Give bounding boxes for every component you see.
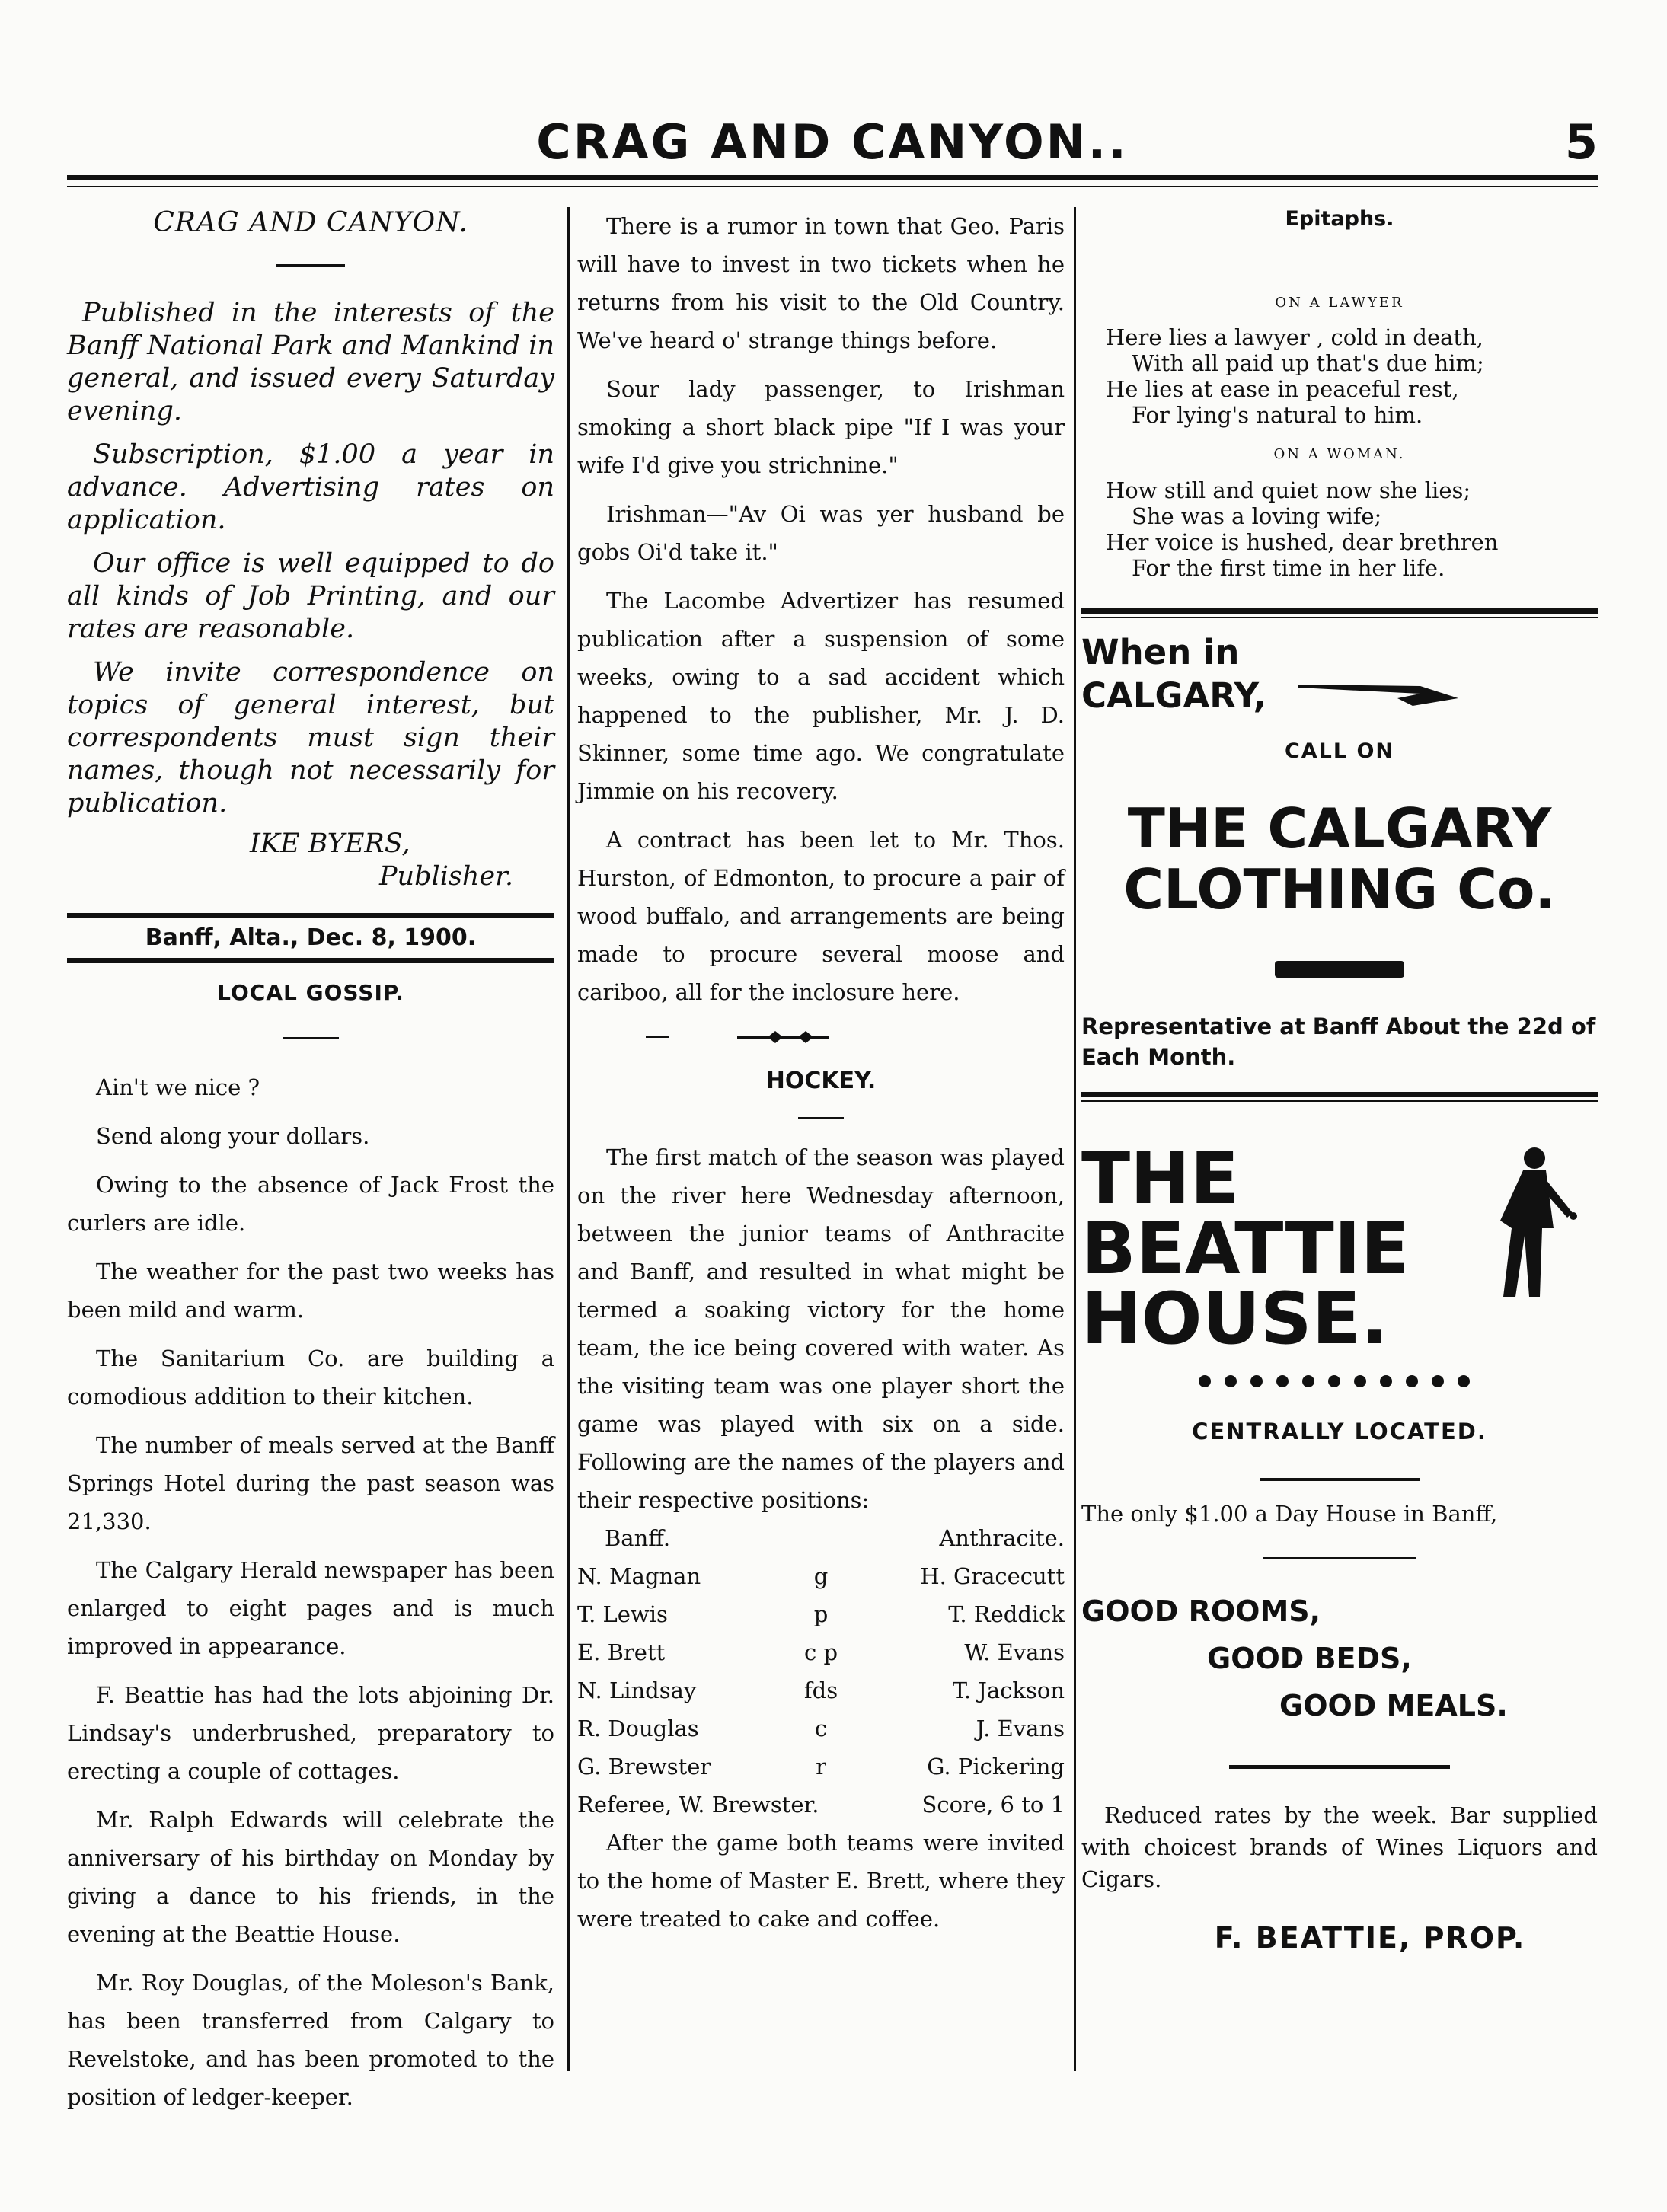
table-row [577, 1519, 1065, 1557]
ad-reduced-rates: Reduced rates by the week. Bar supplied with choicest brands of Wines Liquors and Cigars. [1081, 1802, 1598, 1892]
roster-banff-player: N. Magnan [577, 1563, 701, 1589]
epitaph-line: For the first time in her life. [1132, 555, 1445, 581]
ad-rate: The only $1.00 a Day House in Banff, [1081, 1501, 1498, 1527]
epitaph-line: For lying's natural to him. [1132, 402, 1423, 428]
epitaph-heading-lawyer: ON A LAWYER [1275, 295, 1404, 311]
dateline-rule-top [67, 913, 554, 918]
page-number: 5 [1564, 114, 1598, 170]
table-row [577, 1709, 1065, 1748]
hotel-name-line: BEATTIE [1081, 1208, 1410, 1291]
epitaph-lawyer [1106, 324, 1598, 428]
office-paragraph: Our office is well equipped to do all kinds of Job Printing, and our rates are reasonable. [67, 548, 554, 644]
roster-anthracite-player: W. Evans [964, 1639, 1065, 1665]
hockey-roster [577, 1519, 1065, 1824]
news-item: After the game both teams were invited to the home of Master E. Brett, where they were treated to cake and coffee. [577, 1830, 1065, 1932]
divider [283, 1037, 339, 1039]
hotel-name-line: THE [1081, 1138, 1240, 1221]
epitaph-woman [1106, 477, 1598, 581]
divider [1263, 1557, 1416, 1559]
paper-name: CRAG AND CANYON. [153, 207, 468, 238]
column-3 [1081, 207, 1598, 1955]
news-item: The Lacombe Advertizer has resumed publication after a suspension of some weeks, owing to a sad accident which happened to the publisher, Mr. J. D. Skinner, some time ago. We congratulate Jimmie on his recovery. [577, 588, 1065, 804]
roster-banff-player: N. Lindsay [577, 1677, 697, 1703]
ad-call-on: CALL ON [1284, 739, 1395, 763]
roster-anthracite-player: T. Jackson [952, 1677, 1065, 1703]
section-title-local-gossip: LOCAL GOSSIP. [217, 980, 404, 1005]
roster-banff-player: R. Douglas [577, 1716, 699, 1741]
column-1 [67, 207, 554, 2127]
hockey-report: The first match of the season was played on the river here Wednesday afternoon, between the junior teams of Anthracite and Banff, and resulted in what might be termed a soaking victory for the home team, the ice being covered with water. As the visiting team was one player short the game was played with six on a side. Following are the names of the players and their respective positions: [577, 1144, 1065, 1513]
divider [276, 264, 345, 267]
ad-rule-thin [1081, 1100, 1598, 1102]
gossip-item: Owing to the absence of Jack Frost the curlers are idle. [67, 1172, 554, 1236]
ad-city-line [1081, 675, 1598, 729]
gossip-item: The number of meals served at the Banff Springs Hotel during the past season was 21,330. [67, 1432, 554, 1534]
gossip-item: The weather for the past two weeks has been mild and warm. [67, 1259, 554, 1323]
beattie-house-ad-header [1081, 1138, 1598, 1361]
epitaphs-title: Epitaphs. [1285, 207, 1394, 231]
ad-company-name: THE CALGARY [1127, 796, 1552, 860]
epitaph-heading-woman: ON A WOMAN. [1273, 446, 1406, 462]
gossip-item: Send along your dollars. [96, 1123, 370, 1149]
roster-banff-player: T. Lewis [577, 1601, 668, 1627]
masthead-rule-thin [67, 186, 1598, 187]
divider [1229, 1765, 1450, 1769]
gossip-item: The Calgary Herald newspaper has been enlarged to eight pages and is much improved in appearance. [67, 1557, 554, 1659]
ad-good-beds: GOOD BEDS, [1207, 1642, 1412, 1675]
dateline: Banff, Alta., Dec. 8, 1900. [145, 924, 477, 951]
black-bar-ornament [1275, 961, 1404, 978]
column-divider-2 [1074, 207, 1076, 2071]
gossip-item: Mr. Roy Douglas, of the Moleson's Bank, has been transferred from Calgary to Revelstoke, and has been promoted to the position of ledger-keeper. [67, 1970, 554, 2110]
table-row [577, 1633, 1065, 1671]
dateline-rule-bottom [67, 958, 554, 963]
pointing-hand-icon [1298, 675, 1466, 713]
roster-banff-player: E. Brett [577, 1639, 666, 1665]
table-row [577, 1671, 1065, 1709]
roster-position: fds [803, 1677, 838, 1703]
publisher-name: IKE BYERS, [250, 828, 410, 859]
gossip-item: Ain't we nice ? [96, 1074, 260, 1100]
ad-rule-thin [1081, 617, 1598, 618]
divider [1260, 1478, 1420, 1481]
team-banff-header: Banff. [605, 1525, 671, 1551]
masthead-rule [67, 175, 1598, 180]
masthead-title: CRAG AND CANYON.. [536, 114, 1129, 170]
news-item: Sour lady passenger, to Irishman smoking a short black pipe "If I was your wife I'd give you strichnine." [577, 376, 1065, 478]
publisher-title: Publisher. [379, 861, 514, 892]
ad-rule [1081, 608, 1598, 614]
correspondence-paragraph: We invite correspondence on topics of general interest, but correspondents must sign their names, though not necessarily for publication. [67, 657, 554, 819]
epitaph-line: Here lies a lawyer , cold in death, [1106, 324, 1483, 350]
ad-good-rooms: GOOD ROOMS, [1081, 1594, 1321, 1628]
divider [798, 1117, 844, 1119]
ad-when-in: When in [1081, 632, 1240, 672]
ad-good-meals: GOOD MEALS. [1279, 1689, 1508, 1722]
table-row [577, 1786, 1065, 1824]
roster-position: p [813, 1601, 829, 1627]
roster-position: c [814, 1716, 828, 1741]
roster-position: g [813, 1563, 829, 1589]
ad-rule [1081, 1092, 1598, 1097]
epitaph-line: She was a loving wife; [1132, 503, 1382, 529]
gossip-item: The Sanitarium Co. are building a comodious addition to their kitchen. [67, 1345, 554, 1409]
gossip-item: F. Beattie has had the lots abjoining Dr. Lindsay's underbrushed, preparatory to erecting a couple of cottages. [67, 1682, 554, 1784]
bellhop-figure-icon [1470, 1144, 1584, 1312]
epitaph-line: Her voice is hushed, dear brethren [1106, 529, 1499, 555]
roster-anthracite-player: J. Evans [976, 1716, 1065, 1741]
roster-anthracite-player: G. Pickering [927, 1754, 1065, 1779]
ornament-divider [577, 1022, 1065, 1052]
epitaph-line: With all paid up that's due him; [1132, 350, 1484, 376]
ad-proprietor: F. BEATTIE, PROP. [1214, 1921, 1526, 1955]
team-anthracite-header: Anthracite. [939, 1525, 1065, 1551]
news-item: There is a rumor in town that Geo. Paris will have to invest in two tickets when he returns from his visit to the Old Country. We've heard o' strange things before. [577, 213, 1065, 353]
roster-anthracite-player: H. Gracecutt [920, 1563, 1065, 1589]
epitaph-line: How still and quiet now she lies; [1106, 477, 1471, 503]
column-2 [577, 207, 1065, 1949]
column-divider-1 [567, 207, 570, 2071]
roster-banff-player: G. Brewster [577, 1754, 711, 1779]
ad-location: CENTRALLY LOCATED. [1192, 1419, 1487, 1444]
masthead [67, 114, 1598, 175]
ad-company-name: CLOTHING Co. [1123, 857, 1556, 921]
table-row [577, 1748, 1065, 1786]
ad-city: CALGARY, [1081, 675, 1266, 716]
subscription-paragraph: Subscription, $1.00 a year in advance. Advertising rates on application. [67, 439, 554, 535]
referee: Referee, W. Brewster. [577, 1792, 819, 1818]
chain-ornament [1081, 1370, 1598, 1393]
hotel-name-line: HOUSE. [1081, 1278, 1388, 1361]
table-row [577, 1557, 1065, 1595]
roster-position: c p [803, 1639, 838, 1665]
score: Score, 6 to 1 [921, 1792, 1065, 1818]
ad-representative-note: Representative at Banff About the 22d of Each Month. [1081, 1013, 1596, 1070]
gossip-item: Mr. Ralph Edwards will celebrate the anniversary of his birthday on Monday by giving a dance to his friends, in the evening at the Beattie House. [67, 1807, 554, 1947]
news-item: Irishman—"Av Oi was yer husband be gobs Oi'd take it." [577, 501, 1065, 565]
roster-anthracite-player: T. Reddick [948, 1601, 1065, 1627]
section-title-hockey: HOCKEY. [765, 1068, 877, 1094]
epitaph-line: He lies at ease in peaceful rest, [1106, 376, 1459, 402]
table-row [577, 1595, 1065, 1633]
news-item: A contract has been let to Mr. Thos. Hurston, of Edmonton, to procure a pair of wood buffalo, and arrangements are being made to procure several moose and cariboo, all for the inclosure here. [577, 827, 1065, 1005]
roster-position: r [816, 1754, 826, 1779]
about-paragraph: Published in the interests of the Banff National Park and Mankind in general, and issued every Saturday evening. [67, 298, 554, 426]
